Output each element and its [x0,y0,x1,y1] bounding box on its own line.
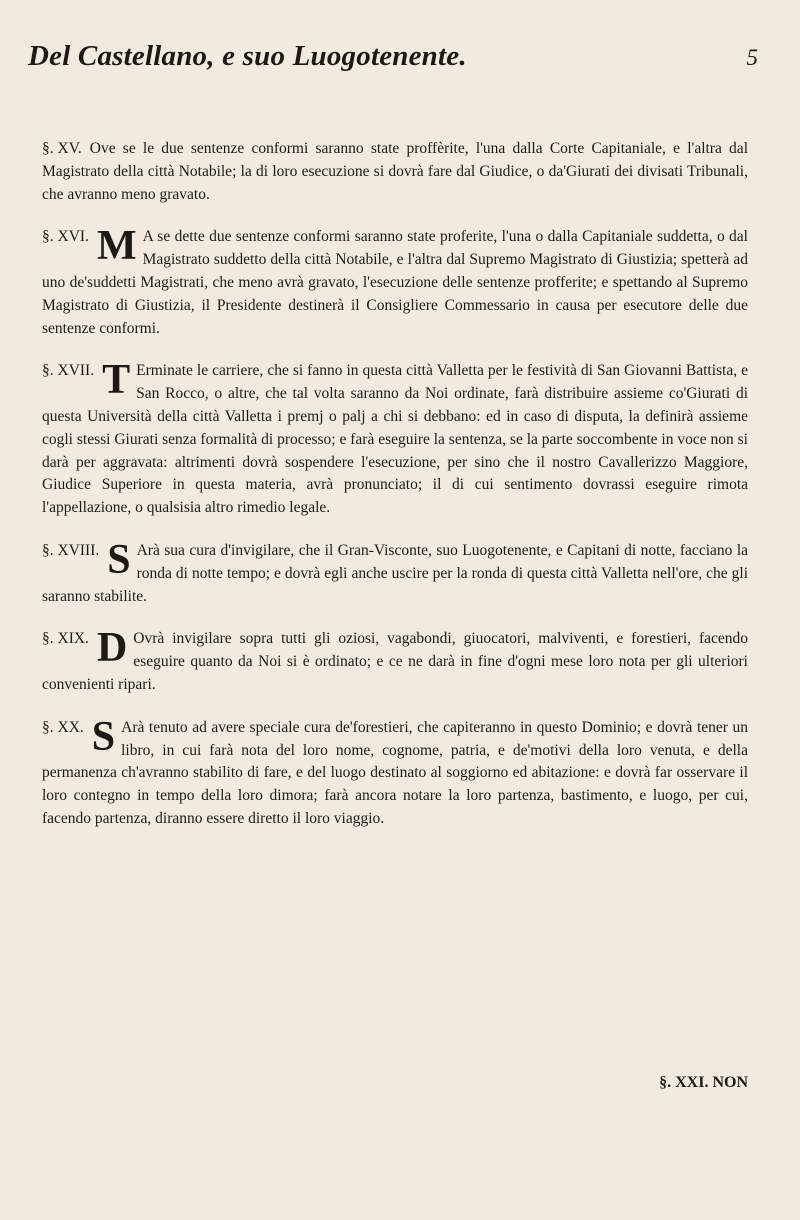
section-number: §. XX. [42,718,84,736]
section-xviii [42,536,748,608]
section-text: Ovrà invigilare sopra tutti gli oziosi, vagabondi, giuocatori, malviventi, e forestieri, facendo eseguire quanto da Noi si è ordinato; e ce ne darà in fine d'ogni mese loro nota per gli ulteriori convenienti ripari. [42,630,748,693]
drop-cap: S [107,536,131,583]
section-text: Arà tenuto ad avere speciale cura de'forestieri, che capiteranno in questo Dominio; e dovrà tener un libro, in cui farà nota del loro nome, cognome, patria, e de'motivi della loro venuta, e della permanenza ch'avranno stabilito di fare, e del luogo destinato al soggiorno ed abitazione: e dovrà far osservare il loro contegno in tempo della loro dimora; farà ancora notare la loro partenza, bastimento, e luogo, per cui, facendo partenza, diranno essere diretto il loro viaggio. [42,718,748,827]
section-xvii [42,357,748,520]
drop-cap: S [91,713,116,760]
section-text: Erminate le carriere, che si fanno in questa città Valletta per le festività di San Giovanni Battista, e San Rocco, o altre, che tal volta saranno da Noi ordinate, farà distribuire assieme co'Giurati di questa Università della città Valletta i premj o palj a chi si debbano: ed in caso di disputa, la definirà assieme cogli stessi Giurati senza formalità di processo; e farà eseguire la sentenza, se la parte soccombente in voce non si darà per aggravata: altrimenti dovrà sospendere l'esecuzione, per sino che il nostro Cavallerizzo Maggiore, Giudice Superiore in questa materia, avrà pronunciato; il di cui sentimento dovrassi eseguire rimota l'appellazione, o qualsisia altro rimedio legale. [42,362,748,517]
drop-cap: M [96,223,137,270]
section-xvi [42,223,748,340]
section-xx [42,713,748,831]
section-number: §. XVIII. [42,541,100,559]
section-text: Arà sua cura d'invigilare, che il Gran-Visconte, suo Luogotenente, e Capitani di notte, facciano la ronda di notte tempo; e dovrà egli anche uscire per la ronda di questa città Valletta nell'ore, che gli saranno stabilite. [42,541,748,605]
section-number: §. XVII. [42,362,95,380]
section-text: A se dette due sentenze conformi saranno state proferite, l'una o dalla Capitaniale suddetta, o dal Magistrato suddetto della città Notabile, e l'altra dal Supremo Magistrato di Giustizia; spetterà ad uno de'suddetti Magistrati, che meno avrà gravato, l'esecuzione delle sentenze profferite; e spettando al Supremo Magistrato di Giustizia, il Presidente destinerà il Consigliere Commessario in causa per esecutore delle due sentenze conformi. [42,228,748,337]
section-number: §. XIX. [42,630,89,648]
drop-cap: T [102,357,131,404]
page-header [28,40,758,73]
drop-cap: D [96,625,128,672]
page-number: 5 [746,45,758,70]
catchword: §. XXI. NON [659,1074,748,1091]
page-body [42,138,748,851]
section-number: §. XVI. [42,228,89,246]
section-xix [42,625,748,696]
running-head: Del Castellano, e suo Luogotenente. [28,40,467,72]
section-xv [42,138,748,206]
section-number: §. XV. [42,140,82,157]
section-text: Ove se le due sentenze conformi saranno state proffèrite, l'una dalla Corte Capitaniale, e l'altra dal Magistrato della città Notabile; la di loro esecuzione si dovrà fare dal Giudice, o da'Giurati dei divisati Tribunali, che avranno meno gravato. [42,140,748,203]
